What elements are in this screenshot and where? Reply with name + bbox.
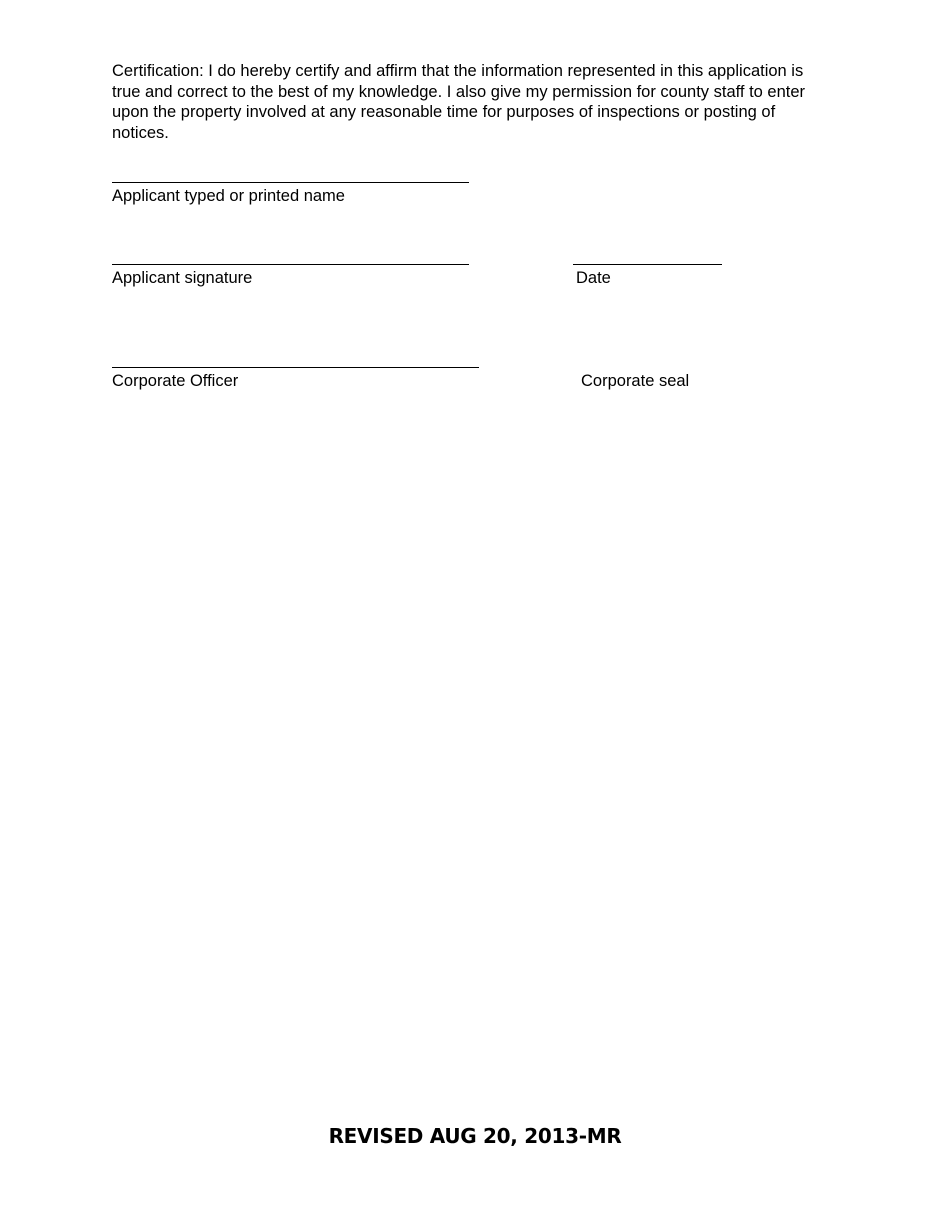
applicant-name-line bbox=[112, 182, 469, 183]
corporate-officer-label: Corporate Officer bbox=[112, 372, 239, 390]
certification-statement: Certification: I do hereby certify and affirm that the information represented in this application is true and correct to the best of my knowledge. I also give my permission for county staff to enter upon the property involved at any reasonable time for purposes of inspections or posting of notices. bbox=[112, 62, 806, 142]
date-label: Date bbox=[576, 269, 611, 287]
applicant-signature-line bbox=[112, 264, 469, 265]
applicant-signature-label: Applicant signature bbox=[112, 269, 253, 287]
applicant-name-label: Applicant typed or printed name bbox=[112, 187, 345, 205]
date-line bbox=[573, 264, 722, 265]
corporate-officer-line bbox=[112, 367, 479, 368]
revision-footer: REVISED AUG 20, 2013-MR bbox=[328, 1124, 622, 1148]
corporate-seal-label: Corporate seal bbox=[581, 372, 690, 390]
